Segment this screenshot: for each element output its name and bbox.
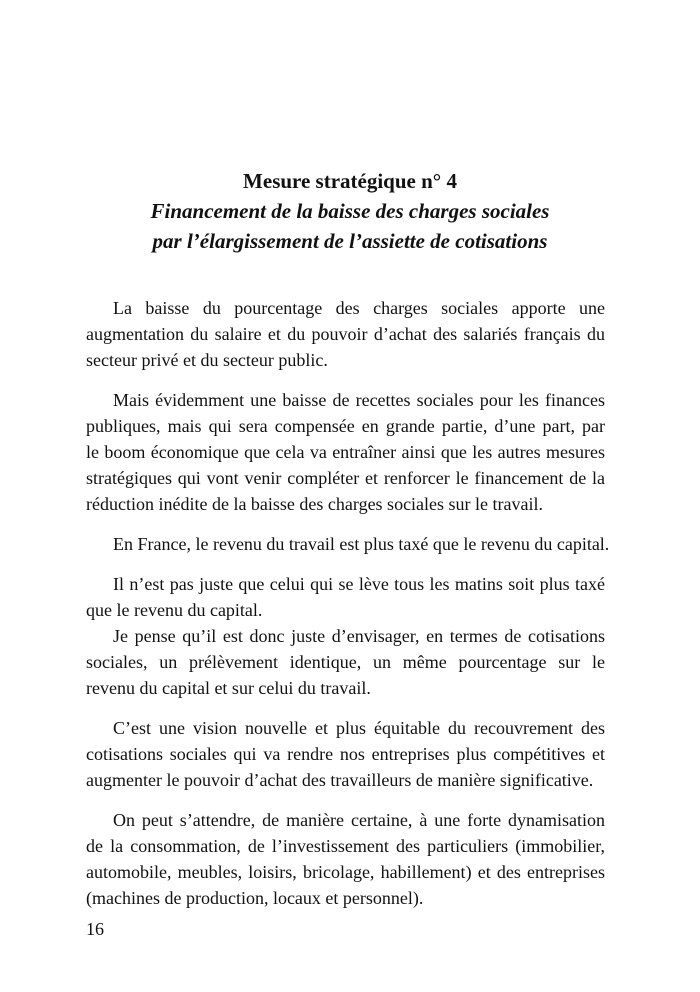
text-line: que le revenu du capital. [86, 600, 263, 620]
text-line: automobile, meubles, loisirs, bricolage, habillement) et des entreprises [86, 862, 605, 882]
paragraph [86, 623, 605, 701]
text-line: C’est une vision nouvelle et plus équitable du recouvrement des [113, 718, 605, 738]
text-line: revenu du capital et sur celui du travail. [86, 678, 371, 698]
text-line: Il n’est pas juste que celui qui se lève tous les matins soit plus taxé [113, 574, 605, 594]
text-line: le boom économique que cela va entraîner ainsi que les autres mesures [86, 442, 605, 462]
text-line: Je pense qu’il est donc juste d’envisager, en termes de cotisations [113, 626, 605, 646]
body-text [86, 295, 610, 911]
chapter-title: Mesure stratégique n° 4 [243, 169, 457, 193]
paragraph [86, 807, 605, 911]
text-line: augmenter le pouvoir d’achat des travailleurs de manière significative. [86, 770, 594, 790]
text-line: On peut s’attendre, de manière certaine, à une forte dynamisation [113, 810, 605, 830]
text-line: réduction inédite de la baisse des charges sociales sur le travail. [86, 494, 544, 514]
chapter-subtitle-line-2: par l’élargissement de l’assiette de cotisations [152, 229, 548, 253]
text-line: sociales, un prélèvement identique, un même pourcentage sur le [86, 652, 605, 672]
text-line: augmentation du salaire et du pouvoir d’achat des salariés français du [86, 324, 605, 344]
text-line: stratégiques qui vont venir compléter et renforcer le financement de la [86, 468, 605, 488]
text-line: secteur privé et du secteur public. [86, 350, 328, 370]
text-line: En France, le revenu du travail est plus taxé que le revenu du capital. [113, 534, 610, 554]
text-line: publiques, mais qui sera compensée en grande partie, d’une part, par [86, 416, 605, 436]
page-number: 16 [86, 919, 104, 939]
paragraph [86, 387, 605, 517]
paragraph [86, 715, 605, 793]
paragraph [86, 531, 610, 557]
text-line: cotisations sociales qui va rendre nos entreprises plus compétitives et [86, 744, 605, 764]
chapter-subtitle-line-1: Financement de la baisse des charges sociales [150, 199, 550, 223]
text-line: Mais évidemment une baisse de recettes sociales pour les finances [113, 390, 605, 410]
text-line: (machines de production, locaux et personnel). [86, 888, 424, 908]
paragraph [86, 295, 605, 373]
text-line: La baisse du pourcentage des charges sociales apporte une [113, 298, 605, 318]
chapter-heading [0, 166, 700, 256]
paragraph [86, 571, 605, 623]
text-line: de la consommation, de l’investissement des particuliers (immobilier, [86, 836, 605, 856]
